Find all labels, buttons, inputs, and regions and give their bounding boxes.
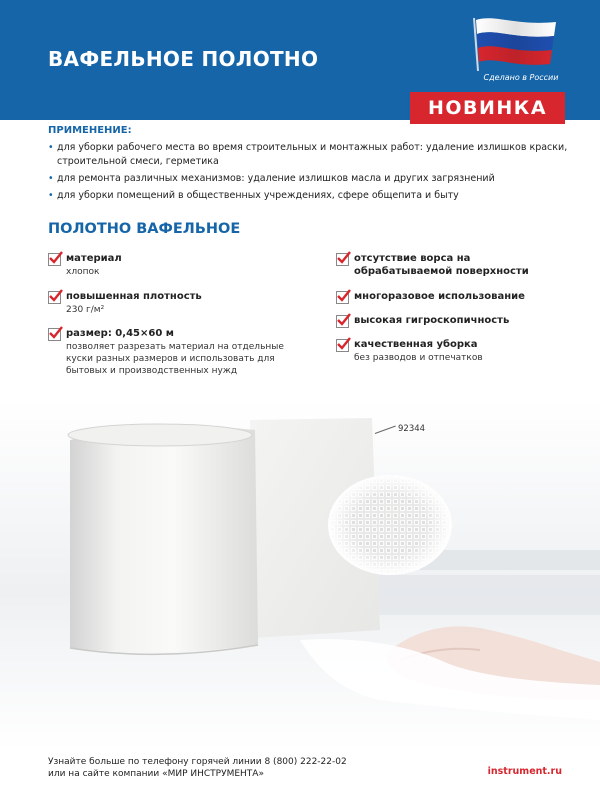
- checkmark-icon: [48, 328, 61, 341]
- checkmark-icon: [336, 291, 349, 304]
- website-link[interactable]: instrument.ru: [487, 766, 562, 777]
- feature-reusable: [336, 290, 556, 304]
- bullet-icon: •: [48, 190, 54, 201]
- feature-title: качественная уборка: [354, 339, 478, 350]
- feature-title: размер: 0,45×60 м: [66, 328, 174, 339]
- checkmark-icon: [48, 253, 61, 266]
- product-title: ПОЛОТНО ВАФЕЛЬНОЕ: [48, 221, 241, 237]
- footer-company-line: или на сайте компании «МИР ИНСТРУМЕНТА»: [48, 769, 264, 779]
- feature-absorbency: [336, 314, 556, 328]
- product-photo: [0, 400, 600, 750]
- footer-phone-line: Узнайте больше по телефону горячей линии 8 (800) 222-22-02: [48, 757, 347, 767]
- feature-density: [48, 290, 308, 316]
- checkmark-icon: [48, 291, 61, 304]
- footer-contact: [48, 756, 347, 780]
- checkmark-icon: [336, 339, 349, 352]
- feature-title: многоразовое использование: [354, 291, 525, 302]
- feature-title: повышенная плотность: [66, 291, 202, 302]
- usage-list: [48, 141, 568, 206]
- feature-subtitle: позволяет разрезать материал на отдельные куски разных размеров и использовать для бытовых и производственных нужд: [66, 342, 284, 376]
- bullet-icon: •: [48, 173, 54, 184]
- made-in-russia-label: Сделано в России: [483, 73, 559, 82]
- feature-title: материал: [66, 253, 122, 264]
- feature-size: [48, 327, 310, 377]
- list-item: • для уборки рабочего места во время строительных и монтажных работ: удаление излишков краски, строительной смеси, герметика: [48, 142, 568, 167]
- feature-subtitle: 230 г/м²: [66, 305, 105, 315]
- feature-quality-cleaning: [336, 338, 556, 364]
- checkmark-icon: [336, 315, 349, 328]
- feature-material: [48, 252, 308, 278]
- checkmark-icon: [336, 253, 349, 266]
- feature-title: высокая гигроскопичность: [354, 315, 510, 326]
- page-title: ВАФЕЛЬНОЕ ПОЛОТНО: [48, 47, 319, 71]
- bullet-icon: •: [48, 142, 54, 153]
- usage-heading: ПРИМЕНЕНИЕ:: [48, 125, 132, 136]
- new-badge: НОВИНКА: [410, 92, 565, 124]
- product-code: 92344: [398, 424, 426, 434]
- feature-title: отсутствие ворса на обрабатываемой поверхности: [354, 253, 529, 277]
- feature-subtitle: без разводов и отпечатков: [354, 353, 483, 363]
- list-item: • для ремонта различных механизмов: удаление излишков масла и других загрязнений: [48, 173, 495, 184]
- feature-no-lint: [336, 252, 556, 278]
- feature-subtitle: хлопок: [66, 267, 100, 277]
- russia-flag-icon: [470, 16, 560, 86]
- list-item: • для уборки помещений в общественных учреждениях, сфере общепита и быту: [48, 190, 459, 201]
